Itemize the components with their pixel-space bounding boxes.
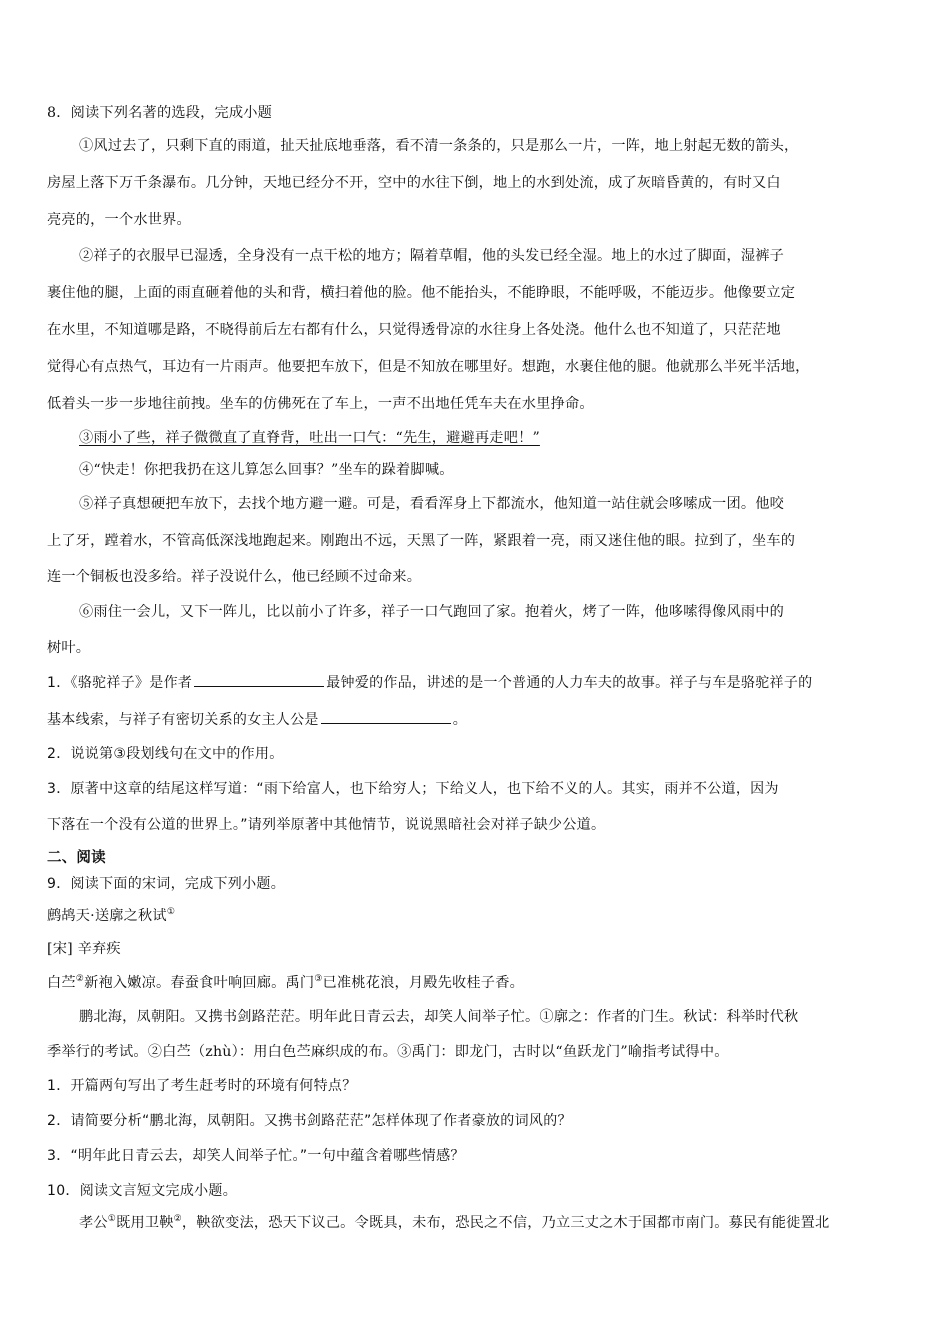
classical-text-line1 (79, 1213, 909, 1233)
passage-p2-line2: 裹住他的腿，上面的雨直砸着他的头和背，横扫着他的脸。他不能抬头，不能睁眼，不能呼吸，不能迈步。他像要立定 (47, 285, 796, 301)
q8-sub1-text-b: 最钟爱的作品，讲述的是一个普通的人力车夫的故事。祥子与车是骆驼祥子的 (326, 675, 813, 691)
poem-line2-and-notes: 鹏北海，凤朝阳。又携书剑路茫茫。明年此日青云去，却笑人间举子忙。①廓之：作者的门生。秋试：科举时代秋 (79, 1009, 799, 1025)
section-2-heading: 二、阅读 (47, 850, 106, 866)
passage-p1-line1: ①风过去了，只剩下直的雨道，扯天扯底地垂落，看不清一条条的，只是那么一片，一阵，地上射起无数的箭头， (79, 138, 799, 154)
q9-sub3: 3．“明年此日青云去，却笑人间举子忙。”一句中蕴含着哪些情感？ (47, 1148, 465, 1164)
passage-p1-line3: 亮亮的，一个水世界。 (47, 212, 191, 228)
answer-blank-author[interactable] (194, 672, 324, 687)
question-10-title: 10．阅读文言短文完成小题。 (47, 1183, 238, 1199)
poem-title (47, 906, 909, 926)
footnote-marker: ③ (314, 974, 323, 984)
q8-sub1-line2 (47, 709, 909, 730)
passage-p1-line2: 房屋上落下万千条瀑布。几分钟，天地已经分不开，空中的水往下倒，地上的水到处流，成了灰暗昏黄的，有时又白 (47, 175, 781, 191)
passage-p2-line3: 在水里，不知道哪是路，不晓得前后左右都有什么，只觉得透骨凉的水往身上各处浇。他什么也不知道了，只茫茫地 (47, 322, 781, 338)
passage-p3-underlined: ③雨小了些，祥子微微直了直脊背，吐出一口气：“先生，避避再走吧！” (79, 430, 540, 446)
classical-text-b: 既用卫鞅 (116, 1215, 174, 1231)
passage-p2-line5: 低着头一步一步地往前拽。坐车的仿佛死在了车上，一声不出地任凭车夫在水里挣命。 (47, 396, 594, 412)
classical-text-a: 孝公 (79, 1215, 108, 1231)
footnote-marker: ② (75, 974, 85, 984)
q8-sub1-text-c: 基本线索，与祥子有密切关系的女主人公是 (47, 712, 319, 728)
passage-p6-line1: ⑥雨住一会儿，又下一阵儿，比以前小了许多，祥子一口气跑回了家。抱着火，烤了一阵，他哆嗦得像风雨中的 (79, 604, 784, 620)
passage-p2-line4: 觉得心有点热气，耳边有一片雨声。他要把车放下，但是不知放在哪里好。想跑，水裹住他的腿。他就那么半死半活地， (47, 359, 810, 375)
passage-p5-line1: ⑤祥子真想硬把车放下，去找个地方避一避。可是，看看浑身上下都流水，他知道一站住就会哆嗦成一团。他咬 (79, 496, 784, 512)
footnote-marker: ① (107, 1214, 117, 1224)
q8-sub3-line1: 3．原著中这章的结尾这样写道：“雨下给富人，也下给穷人；下给义人，也下给不义的人。其实，雨并不公道，因为 (47, 781, 779, 797)
q8-sub1-text-d: 。 (452, 712, 468, 728)
q8-sub1-text-a: 1．《骆驼祥子》是作者 (47, 675, 193, 691)
poem-line1-text-b: 新袍入嫩凉。春蚕食叶响回廊。禹门 (84, 975, 315, 991)
poem-line1-text-a: 白苎 (47, 975, 76, 991)
poem-author: [宋] 辛弃疾 (47, 941, 121, 957)
q9-sub2: 2．请简要分析“鹏北海，凤朝阳。又携书剑路茫茫”怎样体现了作者豪放的词风的？ (47, 1113, 572, 1129)
classical-text-c: ，鞅欲变法，恐天下议己。令既具，未布，恐民之不信，乃立三丈之木于国都市南门。募民有能徙置北 (181, 1215, 830, 1231)
passage-p5-line3: 连一个铜板也没多给。祥子没说什么，他已经顾不过命来。 (47, 569, 422, 585)
question-8-title: 8．阅读下列名著的选段，完成小题 (47, 105, 273, 121)
q8-sub1-line1 (47, 672, 909, 693)
passage-p6-line2: 树叶。 (47, 640, 91, 656)
footnote-marker: ② (173, 1214, 182, 1224)
footnote-marker: ① (166, 907, 176, 917)
passage-p4: ④“快走！你把我扔在这儿算怎么回事？”坐车的跺着脚喊。 (79, 462, 454, 478)
poem-notes-line2: 季举行的考试。②白苎（zhù）：用白色苎麻织成的布。③禹门：即龙门，古时以“鱼跃龙门”喻指考试得中。 (47, 1044, 729, 1060)
q8-sub2: 2．说说第③段划线句在文中的作用。 (47, 746, 284, 762)
answer-blank-heroine[interactable] (321, 709, 451, 724)
q9-sub1: 1．开篇两句写出了考生赶考时的环境有何特点？ (47, 1078, 357, 1094)
question-9-title: 9．阅读下面的宋词，完成下列小题。 (47, 876, 286, 892)
passage-p5-line2: 上了牙，蹚着水，不管高低深浅地跑起来。刚跑出不远，天黑了一阵，紧跟着一亮，雨又迷住他的眼。拉到了，坐车的 (47, 533, 796, 549)
poem-line1-text-c: 已准桃花浪，月殿先收桂子香。 (322, 975, 524, 991)
poem-title-text: 鹧鸪天·送廓之秋试 (47, 908, 167, 924)
q8-sub3-line2: 下落在一个没有公道的世界上。”请列举原著中其他情节，说说黑暗社会对祥子缺少公道。 (47, 817, 606, 833)
poem-line1 (47, 973, 909, 993)
passage-p2-line1: ②祥子的衣服早已湿透，全身没有一点干松的地方；隔着草帽，他的头发已经全湿。地上的水过了脚面，湿裤子 (79, 248, 784, 264)
